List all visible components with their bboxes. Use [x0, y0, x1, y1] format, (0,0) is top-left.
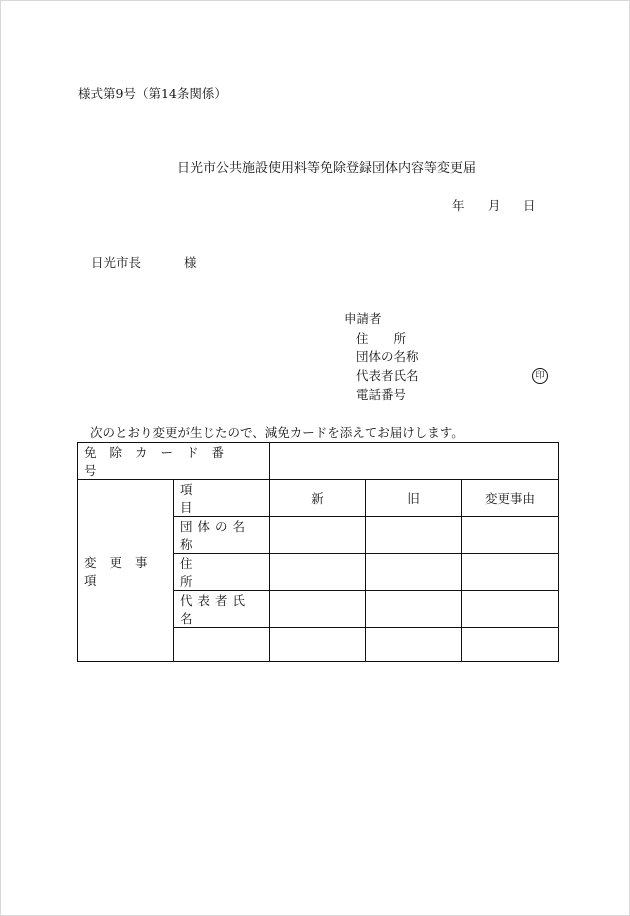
addressee-honorific: 様: [184, 255, 197, 270]
item-header: 項目: [180, 482, 241, 515]
new-value-cell[interactable]: [270, 554, 366, 591]
header-row: [78, 480, 559, 517]
reason-value-cell[interactable]: [462, 554, 559, 591]
row-label-text: 団体の名称: [180, 519, 251, 552]
old-value-cell[interactable]: [366, 591, 462, 628]
applicant-representative-label: 代表者氏名: [356, 368, 419, 383]
reason-value-cell[interactable]: [462, 628, 559, 662]
changes-label: 変更事項: [84, 554, 161, 588]
reason-header: 変更事由: [462, 480, 559, 517]
document-title: 日光市公共施設使用料等免除登録団体内容等変更届: [177, 161, 477, 176]
form-number: 様式第9号（第14条関係）: [78, 86, 227, 101]
old-header: 旧: [366, 480, 462, 517]
row-label-group-name: [174, 517, 270, 554]
change-table: [77, 442, 559, 662]
card-number-label: [84, 443, 263, 479]
card-number-value-cell[interactable]: [270, 443, 559, 480]
applicant-phone-label: 電話番号: [356, 387, 407, 402]
statement-text: 次のとおり変更が生じたので、減免カードを添えてお届けします。: [90, 425, 464, 440]
old-value-cell[interactable]: [366, 554, 462, 591]
applicant-heading: 申請者: [344, 311, 382, 326]
card-number-row: [78, 443, 559, 480]
row-label-text: 住所: [180, 556, 249, 589]
old-value-cell[interactable]: [366, 517, 462, 554]
applicant-address-label: 住 所: [356, 331, 407, 346]
date-month-label: 月: [488, 198, 501, 213]
new-value-cell[interactable]: [270, 517, 366, 554]
date-year-label: 年: [452, 198, 465, 213]
card-number-label-cell: [78, 443, 270, 480]
card-number-label-text: 免除カード番号: [84, 445, 238, 478]
reason-value-cell[interactable]: [462, 591, 559, 628]
row-label-representative: [174, 591, 270, 628]
changes-label-cell: [78, 480, 174, 662]
new-header: 新: [270, 480, 366, 517]
row-label-text: 代表者氏名: [180, 593, 251, 626]
old-value-cell[interactable]: [366, 628, 462, 662]
new-value-cell[interactable]: [270, 591, 366, 628]
new-value-cell[interactable]: [270, 628, 366, 662]
row-label-address: [174, 554, 270, 591]
date-day-label: 日: [523, 198, 536, 213]
addressee-name: 日光市長: [91, 255, 142, 270]
item-header-cell: [174, 480, 270, 517]
row-label-blank[interactable]: [174, 628, 270, 662]
applicant-group-name-label: 団体の名称: [356, 349, 419, 364]
seal-mark: 印: [532, 368, 548, 384]
reason-value-cell[interactable]: [462, 517, 559, 554]
